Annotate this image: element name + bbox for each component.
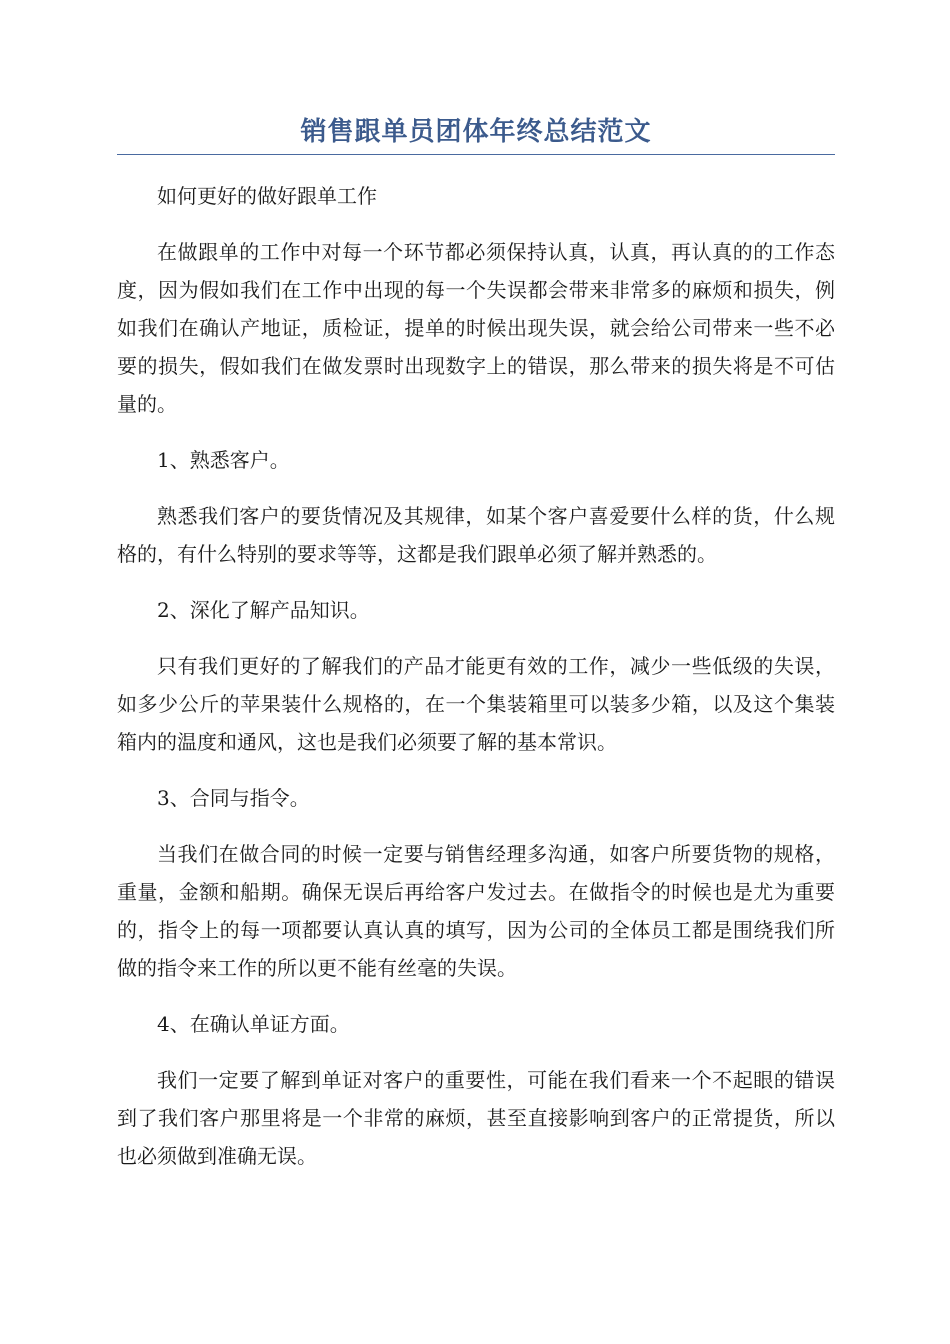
document-title: 销售跟单员团体年终总结范文 (117, 112, 835, 155)
paragraph: 当我们在做合同的时候一定要与销售经理多沟通，如客户所要货物的规格，重量，金额和船期。确保无误后再给客户发过去。在做指令的时候也是尤为重要的，指令上的每一项都要认真认真的填写，因为公司的全体员工都是围绕我们所做的指令来工作的所以更不能有丝毫的失误。 (117, 842, 835, 980)
paragraph-heading: 如何更好的做好跟单工作 (157, 184, 377, 208)
document-page (117, 112, 835, 1193)
document-body (117, 177, 835, 1175)
paragraph: 熟悉我们客户的要货情况及其规律，如某个客户喜爱要什么样的货，什么规格的，有什么特别的要求等等，这都是我们跟单必须了解并熟悉的。 (117, 504, 835, 566)
section-heading-4: 4、在确认单证方面。 (157, 1012, 350, 1036)
section-heading-1: 1、熟悉客户。 (157, 448, 290, 472)
paragraph: 只有我们更好的了解我们的产品才能更有效的工作，减少一些低级的失误，如多少公斤的苹果装什么规格的，在一个集装箱里可以装多少箱，以及这个集装箱内的温度和通风，这也是我们必须要了解的基本常识。 (117, 654, 835, 754)
paragraph: 在做跟单的工作中对每一个环节都必须保持认真，认真，再认真的的工作态度，因为假如我们在工作中出现的每一个失误都会带来非常多的麻烦和损失，例如我们在确认产地证，质检证，提单的时候出现失误，就会给公司带来一些不必要的损失，假如我们在做发票时出现数字上的错误，那么带来的损失将是不可估量的。 (117, 240, 835, 416)
section-heading-2: 2、深化了解产品知识。 (157, 598, 370, 622)
section-heading-3: 3、合同与指令。 (157, 786, 310, 810)
paragraph: 我们一定要了解到单证对客户的重要性，可能在我们看来一个不起眼的错误到了我们客户那里将是一个非常的麻烦，甚至直接影响到客户的正常提货，所以也必须做到准确无误。 (117, 1068, 835, 1168)
